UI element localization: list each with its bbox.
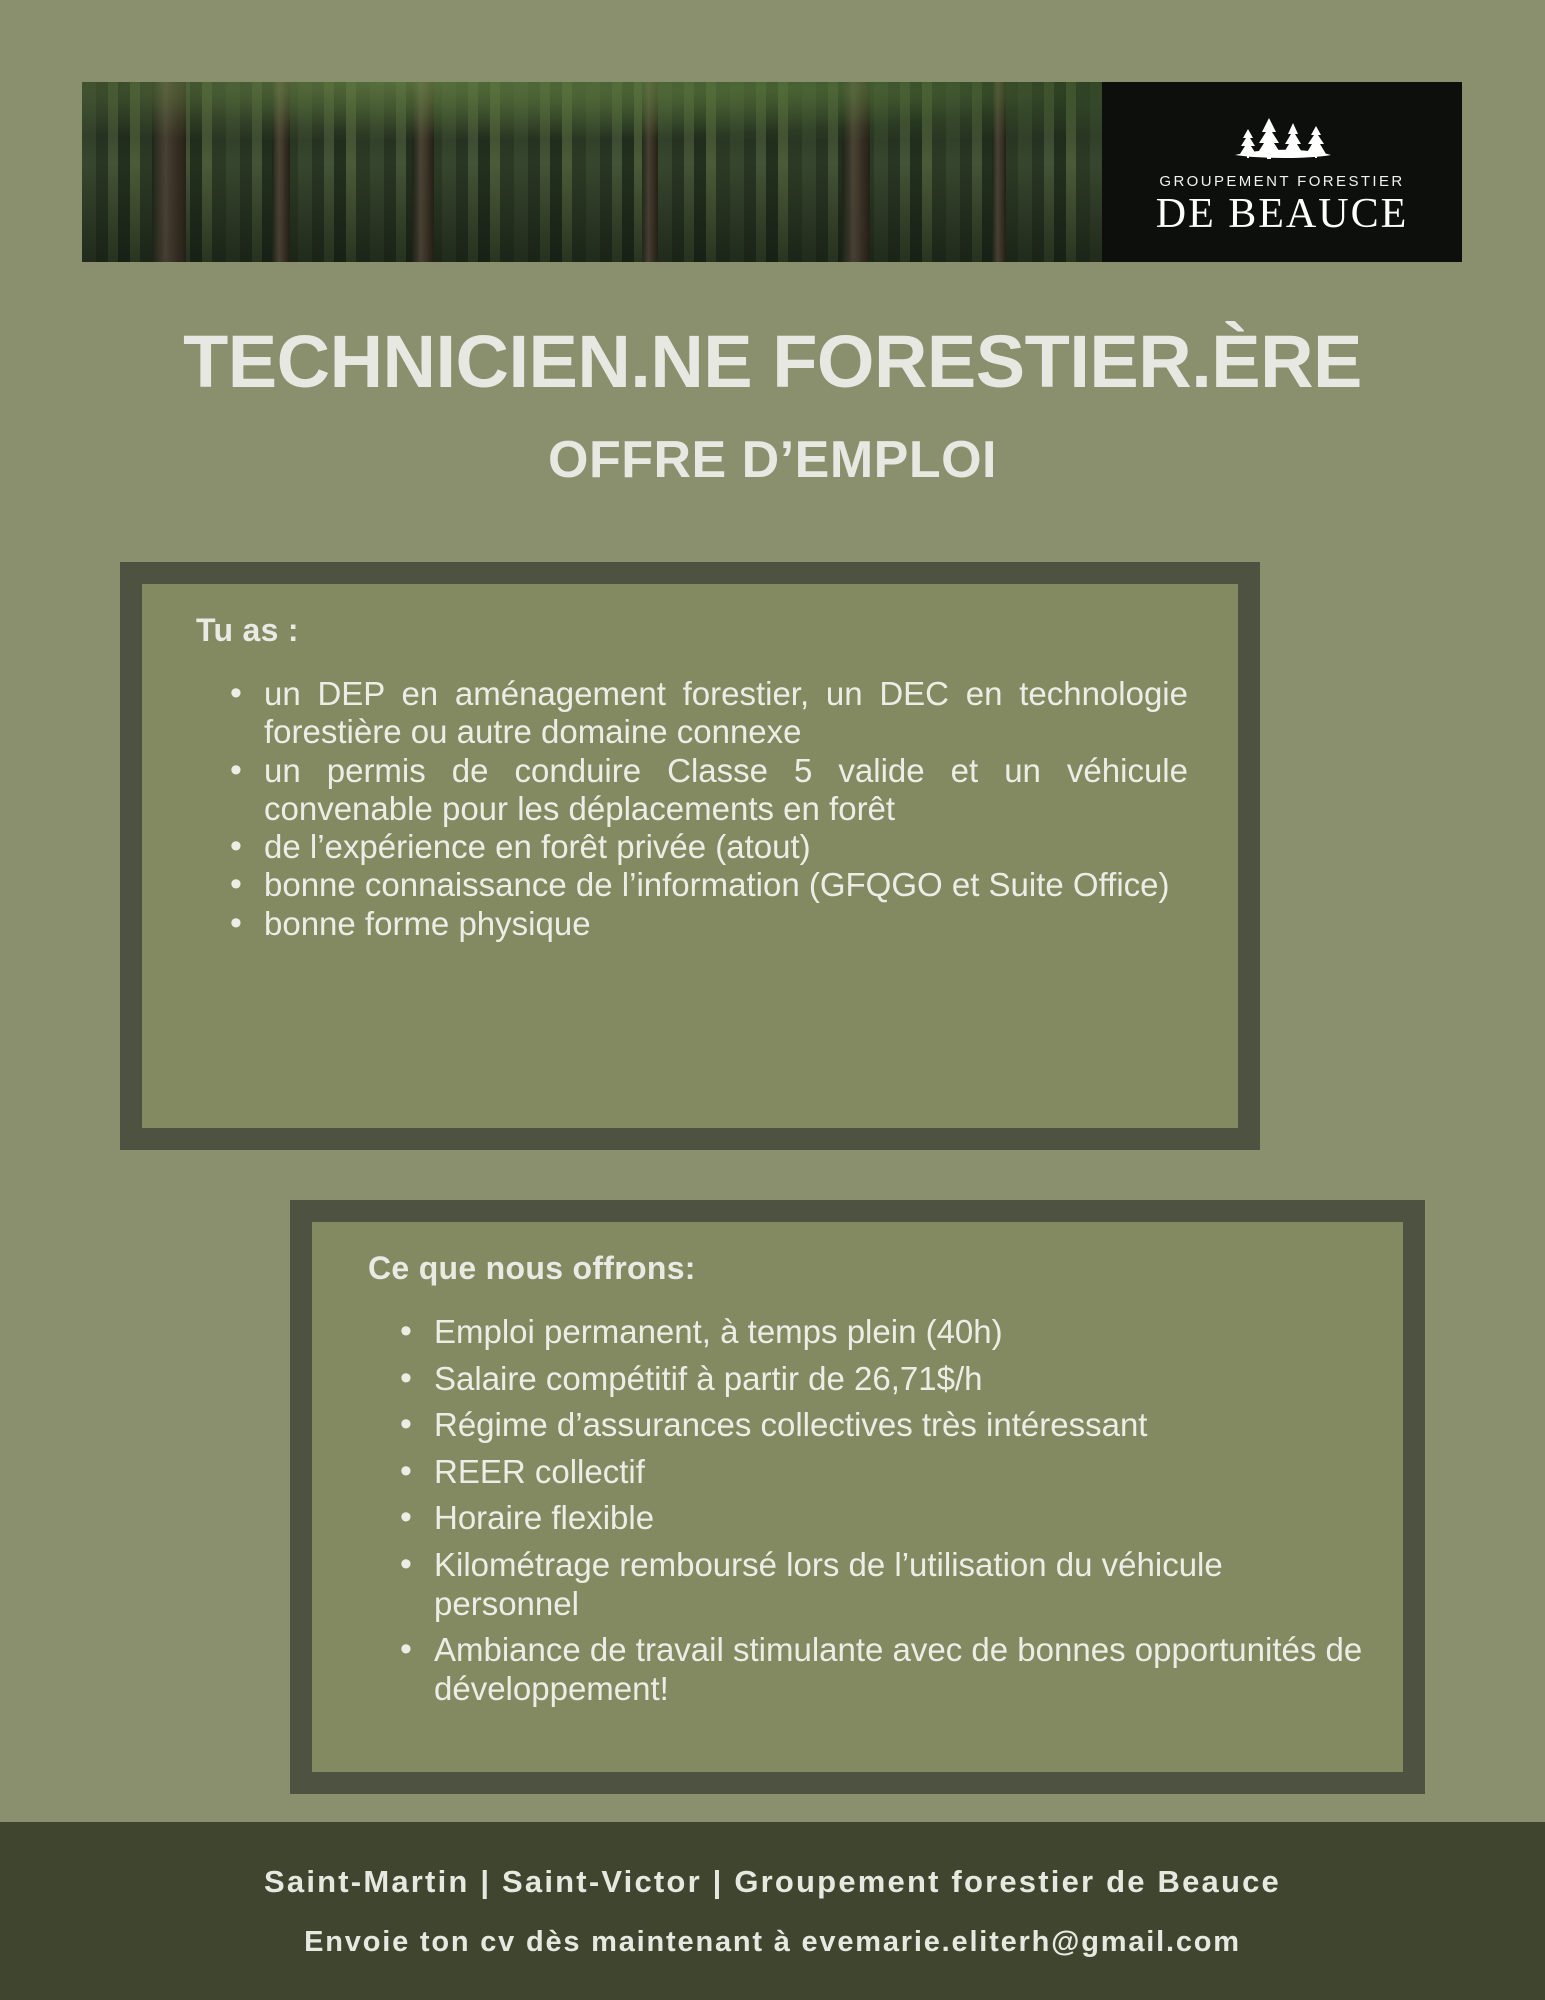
- list-item: • Régime d’assurances collectives très intéressant: [392, 1406, 1369, 1445]
- list-item: • bonne connaissance de l’information (GFQGO et Suite Office): [222, 866, 1204, 904]
- requirements-panel: [120, 562, 1260, 1150]
- requirements-list: [222, 675, 1204, 943]
- list-item: • Horaire flexible: [392, 1499, 1369, 1538]
- header-banner: [82, 82, 1462, 262]
- company-logo: [1102, 82, 1462, 262]
- list-item: • Kilométrage remboursé lors de l’utilisation du véhicule personnel: [392, 1546, 1369, 1623]
- list-item: • bonne forme physique: [222, 905, 1204, 943]
- offer-panel: [290, 1200, 1425, 1794]
- pine-trees-icon: [1207, 108, 1357, 167]
- list-item: • de l’expérience en forêt privée (atout): [222, 828, 1204, 866]
- footer-locations: Saint-Martin | Saint-Victor | Groupement forestier de Beauce: [264, 1863, 1281, 1899]
- list-item: • Salaire compétitif à partir de 26,71$/h: [392, 1360, 1369, 1399]
- list-item: • Emploi permanent, à temps plein (40h): [392, 1313, 1369, 1352]
- forest-canopy: [82, 82, 1102, 142]
- logo-main-text: DE BEAUCE: [1155, 190, 1409, 237]
- logo-top-text: GROUPEMENT FORESTIER: [1159, 172, 1405, 190]
- offer-panel-inner: [312, 1222, 1403, 1772]
- forest-photo: [82, 82, 1102, 262]
- footer-contact: Envoie ton cv dès maintenant à evemarie.eliterh@gmail.com: [304, 1925, 1241, 1958]
- requirements-heading: Tu as :: [196, 612, 299, 648]
- requirements-panel-inner: [142, 584, 1238, 1128]
- page-title: TECHNICIEN.NE FORESTIER.ÈRE: [183, 320, 1362, 403]
- list-item: • REER collectif: [392, 1453, 1369, 1492]
- offer-list: [392, 1313, 1369, 1708]
- list-item: • Ambiance de travail stimulante avec de bonnes opportunités de développement!: [392, 1631, 1369, 1708]
- list-item: • un DEP en aménagement forestier, un DEC en technologie forestière ou autre domaine connexe: [222, 675, 1204, 752]
- footer: [0, 1822, 1545, 2000]
- offer-heading: Ce que nous offrons:: [368, 1250, 696, 1286]
- list-item: • un permis de conduire Classe 5 valide et un véhicule convenable pour les déplacements en forêt: [222, 752, 1204, 829]
- page-subtitle: OFFRE D’EMPLOI: [548, 431, 997, 489]
